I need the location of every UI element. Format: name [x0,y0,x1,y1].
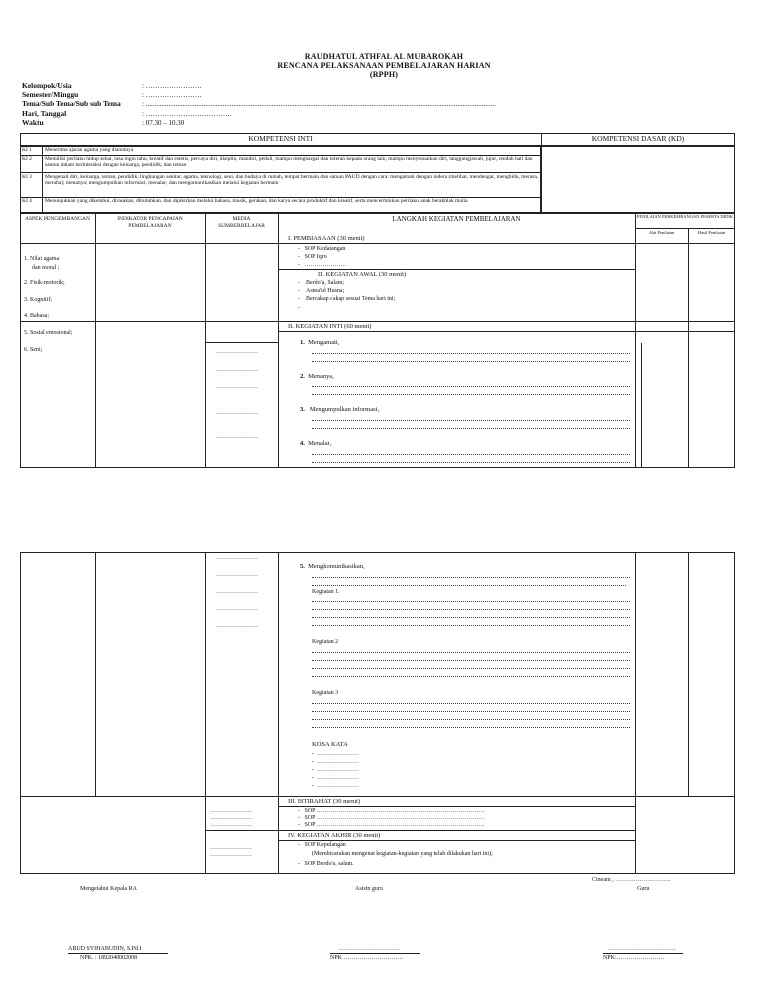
aspect-item: 1. Nilai agama [24,256,60,262]
istirahat-item-text: SOP ………………………………………………………………………… [304,822,485,828]
identity-section [22,82,722,128]
identity-label: Tema/Sub Tema/Sub sub Tema [22,99,121,108]
aspect-item: 5. Sosial emosional; [24,330,73,336]
kosa-kata-value: ………………… [317,767,359,773]
media-placeholder: ………………… [216,367,258,373]
ki-code: KI 3 [22,174,32,180]
awal-item-text: Bercakap cakap sesuai Tema hari ini; [306,296,396,302]
istirahat-item: - SOP ………………………………………………………………………… [298,815,485,821]
activity-table-p1 [20,213,735,468]
aspect-item: 6. Seni; [24,347,43,353]
akhir-item-text: SOP Berdo'a, salam. [304,861,354,867]
school-name: RAUDHATUL ATHFAL AL MUBAROKAH [304,52,464,61]
identity-label: Semester/Minggu [22,90,79,99]
asisten-name: …………………………. [338,946,400,952]
kosa-kata-value: ………………… [317,751,359,757]
step-mengumpulkan [300,406,379,413]
asisten-npk: NPK ………………………… [330,955,404,961]
kegiatan-label: Kegiatan 2 [312,639,339,645]
kosa-kata-value: ………………… [317,759,359,765]
step-mengkomunikasikan [300,563,365,570]
place-date: Cineam , ………………………. [592,877,671,883]
kegiatan-label: Kegiatan 1. [312,589,340,595]
section-pembiasaan: I. PEMBIASAAN (30 menit) [288,235,365,242]
istirahat-item: - SOP ………………………………………………………………………… [298,822,485,828]
aspect-item: 4. Bahasa; [24,313,49,319]
guru-name: ……………………………. [608,946,676,952]
akhir-item-note: (Membicarakan mengenai kegiatan-kegiatan yang telah dilakukan hari ini); [312,851,493,857]
pembiasaan-item: - SOP Kedatangan [298,246,346,252]
step-number: 3. [300,406,305,413]
kosa-kata-item: - ………………… [312,783,359,789]
ki-text: Memiliki perilaku hidup sehat, rasa ingin tahu, kreatif dan estetis, percaya diri, disiplin, mandiri, peduli, mampu menghargai dan toleran kepada orang lain, mampu menyesuaikan diri, tanggungjawab, jujur, rendah hati dan santun dalam berinteraksi dengan keluarga, pendidik, dan teman [45,156,533,169]
identity-value: : ........................................................................................................................................................................................................ [142,100,496,108]
identity-label: Hari, Tanggal [22,109,67,118]
ki-text: Mengenali diri, keluarga, teman, pendidik, lingkungan sekitar, agama, teknologi, seni, dan budaya di rumah, tempat bermain dan satuan PAUD dengan cara: mengamati dengan indera (melihat, mendengar, menghidu, merasa, meraba); menanya; mengumpulkan informasi; menalar; dan mengomunikasikan melalui kegiatan bermain [45,174,539,187]
kd-header: KOMPETENSI DASAR (KD) [591,134,685,143]
awal-item: - Berdo'a, Salam; [298,280,345,286]
akhir-item: - SOP Kepulangan [298,842,346,848]
kosa-kata-item: - ………………… [312,775,359,781]
document-title: RENCANA PELAKSANAAN PEMBELAJARAN HARIAN [277,61,491,70]
kosa-kata-value: ………………… [317,783,359,789]
section-istirahat: III. ISTIRAHAT (30 menit) [288,798,361,805]
step-menanya [300,373,334,380]
identity-value: : …………………… [142,82,202,90]
awal-item: - Asma'ul Husna; [298,288,345,294]
aspect-item: 2. Fisik-motorik; [24,280,65,286]
step-label: Mengkomunikasikan, [308,563,365,570]
step-number: 1. [300,339,305,346]
akhir-item: - SOP Berdo'a, salam. [298,861,354,867]
langkah-header: LANGKAH KEGIATAN PEMBELAJARAN [392,215,521,223]
kosa-kata-item: - ………………… [312,767,359,773]
penilaian-header: PENILAIAN PERKEMBANGAN PESERTA DIDIK [636,214,734,219]
ki-code: KI 2 [22,156,32,162]
pembiasaan-item: - ………………… [298,262,347,268]
section-kegiatan-awal: II. KEGIATAN AWAL (30 menit) [318,271,407,278]
awal-item-text: Berdo'a, Salam; [306,280,345,286]
awal-bullet: - [298,305,300,311]
media-placeholder: ………………… [210,845,252,851]
pembiasaan-item-text: SOP Kedatangan [304,246,346,252]
media-placeholder: ………………… [210,808,252,814]
media-placeholder: ………………… [216,589,258,595]
step-label: Menalar, [308,440,332,447]
kosa-kata-value: ………………… [317,775,359,781]
kd-cell [541,146,735,213]
kosa-kata-item: - ………………… [312,751,359,757]
pembiasaan-item-text: ………………… [304,262,347,268]
ki-header: KOMPETENSI INTI [248,134,313,143]
kepala-title: Mengetahui Kepala RA [80,886,137,892]
media-placeholder: ………………… [216,384,258,390]
guru-npk: NPK:…………………… [603,955,665,961]
asisten-title: Asistn guru [355,886,383,892]
ki-text: Menunjukkan yang diketahui, dirasakan, dibutuhkan, dan dipikirkan melalui bahasa, musik, gerakan, dan karya secara produktif dan kreatif, serta mencerminkan perilaku anak berakhlak mulia [45,198,468,204]
istirahat-item: - SOP ………………………………………………………………………… [298,808,485,814]
istirahat-item-text: SOP ………………………………………………………………………… [304,815,485,821]
step-number: 2. [300,373,305,380]
kepala-npk: NPK. : 1892040002008 [80,955,138,961]
media-placeholder: ………………… [216,623,258,629]
awal-item: - Bercakap cakap sesuai Tema hari ini; [298,296,396,302]
ki-text: Menerima ajaran agama yang dianutnya [45,147,134,153]
section-kegiatan-akhir: IV. KEGIATAN AKHIR (30 menit) [288,832,381,839]
media-placeholder: ………………… [216,555,258,561]
aspek-header: ASPEK PENGEMBANGAN [25,216,90,222]
step-number: 4. [300,440,305,447]
pembiasaan-item-text: SOP Iqro [304,254,327,260]
aspect-item: 3. Kognitif; [24,297,52,303]
istirahat-item-text: SOP ………………………………………………………………………… [304,808,485,814]
hasil-header: Hasil Penilaian [697,230,726,235]
step-number: 5. [300,563,305,570]
media-placeholder: ………………… [210,822,252,828]
media-placeholder: ………………… [216,606,258,612]
document-subtitle: (RPPH) [369,70,399,79]
kosa-kata-item: - ………………… [312,759,359,765]
identity-value: : …………………… [142,91,202,99]
step-label: Mengamati, [308,339,340,346]
kegiatan-label: Kegiatan 3 [312,690,339,696]
media-placeholder: ………………… [216,349,258,355]
kosa-kata-label: KOSA KATA [312,741,348,748]
kepala-name: ABUD SYIHABUDIN, S.Pd.I [68,946,142,952]
ki-code: KI 1 [22,147,32,153]
identity-value: : ………………………………. [142,110,232,118]
media-placeholder: ………………… [216,572,258,578]
step-label: Mengumpulkan informasi, [308,406,380,413]
section-kegiatan-inti: II. KEGIATAN INTI (60 menit) [288,323,372,330]
media-header: MEDIA SUMBERBELAJAR [218,216,265,229]
guru-title: Guru [637,886,650,892]
step-mengamati [300,339,339,346]
indikator-header: INDIKATOR PENCAPAIAN PEMBELAJARAN [117,216,183,229]
identity-label: Kelompok/Usia [22,81,72,90]
step-menalar [300,440,331,447]
media-placeholder: ………………… [210,815,252,821]
alat-header: Alat Penilaian [648,230,675,235]
awal-item-text: Asma'ul Husna; [306,288,345,294]
media-placeholder: ………………… [216,410,258,416]
aspect-item: dan moral ; [32,265,60,271]
media-placeholder: ………………… [216,434,258,440]
media-placeholder: ………………… [210,852,252,858]
step-label: Menanya, [308,373,334,380]
pembiasaan-item: - SOP Iqro [298,254,327,260]
identity-label: Waktu [22,118,44,127]
identity-value: : 07.30 – 10.30 [142,119,185,127]
akhir-item-text: SOP Kepulangan [304,842,346,848]
ki-code: KI 4 [22,198,32,204]
